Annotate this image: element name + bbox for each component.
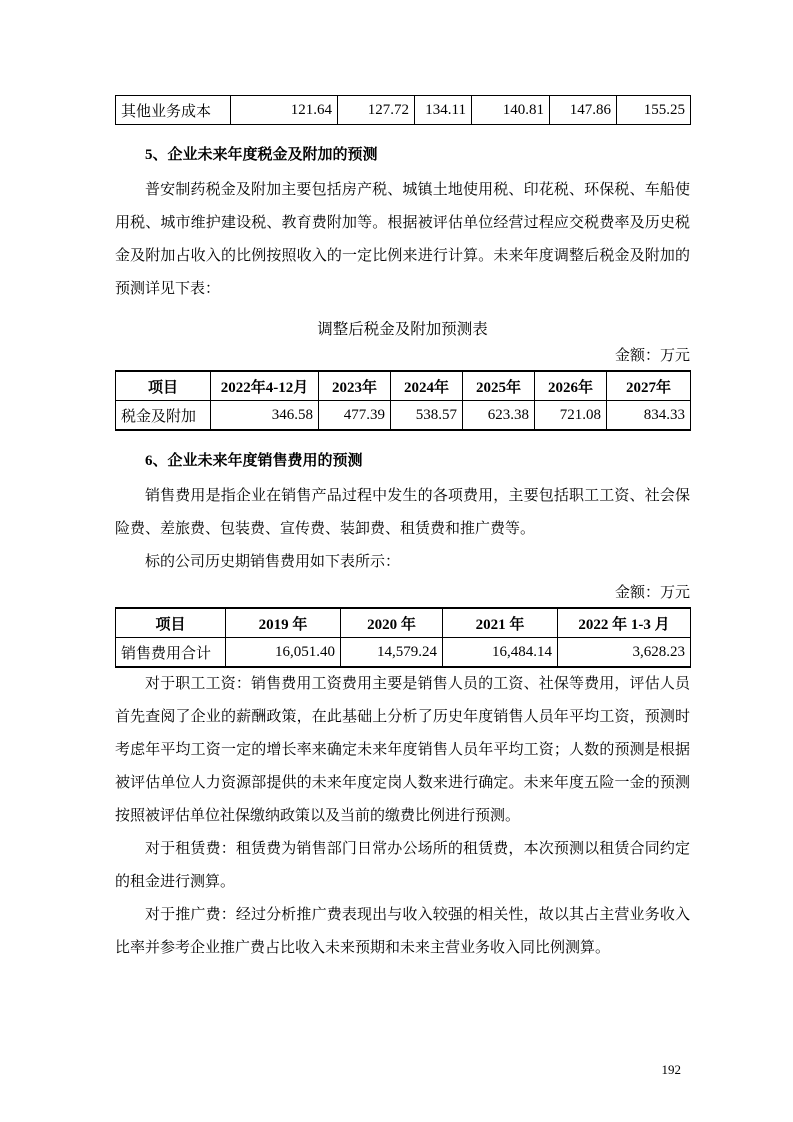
table-cell: 121.64	[231, 96, 338, 125]
section5-heading: 5、企业未来年度税金及附加的预测	[145, 147, 378, 163]
table-cell: 127.72	[338, 96, 415, 125]
section5-paragraph: 普安制药税金及附加主要包括房产税、城镇土地使用税、印花税、环保税、车船使用税、城市维护建设税、教育费附加等。根据被评估单位经营过程应交税费率及历史税金及附加占收入的比例按照收入的一定比例来进行计算。未来年度调整后税金及附加的预测详见下表：	[115, 182, 690, 297]
table-header-cell: 2025年	[463, 371, 535, 401]
section6-heading: 6、企业未来年度销售费用的预测	[145, 453, 363, 469]
table-header-cell: 项目	[116, 371, 211, 401]
row-label: 销售费用合计	[116, 638, 226, 668]
table-header-cell: 2027年	[607, 371, 691, 401]
page-number: 192	[661, 1062, 681, 1077]
tax-table-unit-label: 金额：万元	[614, 348, 690, 364]
table-cell: 623.38	[463, 401, 535, 431]
table-cell: 346.58	[211, 401, 319, 431]
other-business-cost-table	[115, 95, 691, 125]
row-label: 其他业务成本	[116, 96, 231, 125]
tax-table-title: 调整后税金及附加预测表	[317, 321, 488, 338]
table-cell: 16,051.40	[226, 638, 341, 668]
table-header-cell: 2020 年	[341, 608, 443, 638]
table-header-cell: 2026年	[535, 371, 607, 401]
table-header-cell: 2022 年 1-3 月	[558, 608, 691, 638]
table-cell: 134.11	[415, 96, 472, 125]
table-cell: 140.81	[472, 96, 550, 125]
tax-forecast-table	[115, 370, 691, 431]
selling-expense-unit-label: 金额：万元	[614, 585, 690, 601]
row-label: 税金及附加	[116, 401, 211, 431]
section6-paragraph-1: 销售费用是指企业在销售产品过程中发生的各项费用，主要包括职工工资、社会保险费、差旅费、包装费、宣传费、装卸费、租赁费和推广费等。	[115, 488, 690, 537]
table-header-cell: 2021 年	[443, 608, 558, 638]
table-cell: 3,628.23	[558, 638, 691, 668]
table-cell: 538.57	[391, 401, 463, 431]
table-cell: 14,579.24	[341, 638, 443, 668]
section6-paragraph-2: 标的公司历史期销售费用如下表所示：	[145, 554, 401, 570]
selling-expense-table	[115, 607, 691, 668]
table-header-cell: 2023年	[319, 371, 391, 401]
table-cell: 147.86	[550, 96, 617, 125]
table-row	[116, 401, 691, 431]
table-header-row	[116, 608, 691, 638]
table-header-cell: 2019 年	[226, 608, 341, 638]
table-row	[116, 96, 691, 125]
table-cell: 16,484.14	[443, 638, 558, 668]
table-cell: 155.25	[617, 96, 691, 125]
table-header-row	[116, 371, 691, 401]
table-cell: 834.33	[607, 401, 691, 431]
table-header-cell: 2024年	[391, 371, 463, 401]
section6-paragraph-rent: 对于租赁费：租赁费为销售部门日常办公场所的租赁费，本次预测以租赁合同约定的租金进行测算。	[115, 841, 690, 890]
section6-paragraph-promotion: 对于推广费：经过分析推广费表现出与收入较强的相关性，故以其占主营业务收入比率并参考企业推广费占比收入未来预期和未来主营业务收入同比例测算。	[115, 907, 690, 956]
table-header-cell: 2022年4-12月	[211, 371, 319, 401]
table-row	[116, 638, 691, 668]
table-cell: 477.39	[319, 401, 391, 431]
table-header-cell: 项目	[116, 608, 226, 638]
table-cell: 721.08	[535, 401, 607, 431]
section6-paragraph-wages: 对于职工工资：销售费用工资费用主要是销售人员的工资、社保等费用，评估人员首先查阅了企业的薪酬政策，在此基础上分析了历史年度销售人员年平均工资，预测时考虑年平均工资一定的增长率来确定未来年度销售人员年平均工资；人数的预测是根据被评估单位人力资源部提供的未来年度定岗人数来进行确定。未来年度五险一金的预测按照被评估单位社保缴纳政策以及当前的缴费比例进行预测。	[115, 676, 690, 824]
